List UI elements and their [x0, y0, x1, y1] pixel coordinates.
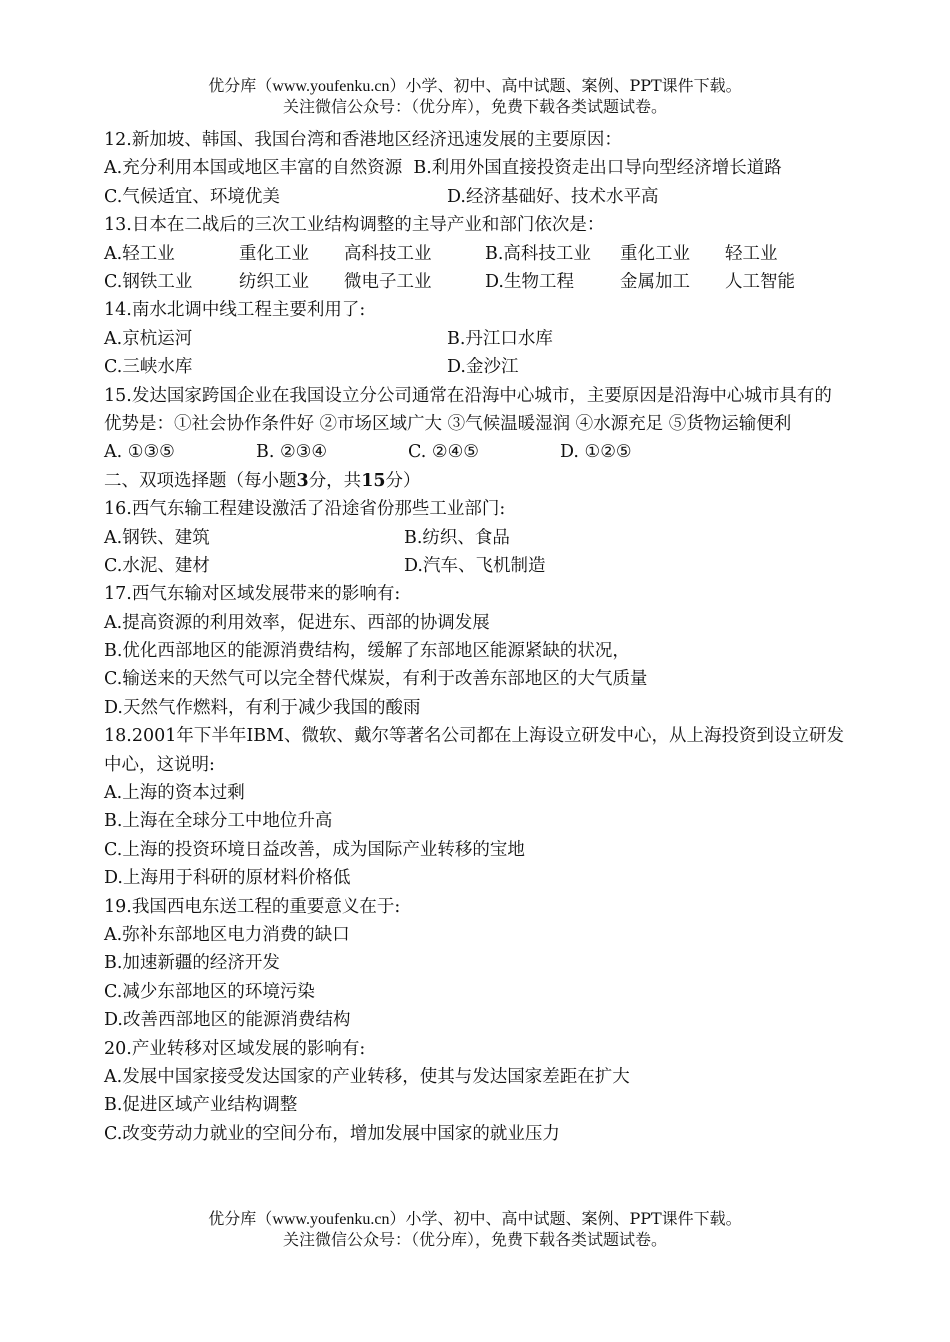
- question-stem: 14.南水北调中线工程主要利用了:: [104, 300, 366, 321]
- option-c-item-2: 纺织工业: [239, 271, 309, 292]
- option-row: [104, 353, 849, 381]
- option-d: D.生物工程: [485, 271, 574, 292]
- header-url: www.youfenku.cn: [272, 78, 390, 95]
- option-a: A.京杭运河: [104, 328, 193, 349]
- option-b: B.丹江口水库: [447, 328, 553, 349]
- question-stem: 20.产业转移对区域发展的影响有:: [104, 1038, 366, 1059]
- option-c-item-3: 微电子工业: [344, 271, 432, 292]
- option-c: C.气候适宜、环境优美: [104, 186, 280, 207]
- option-a: A.发展中国家接受发达国家的产业转移，使其与发达国家差距在扩大: [104, 1066, 630, 1087]
- question-16: [104, 495, 849, 580]
- option-b: B.高科技工业: [485, 243, 591, 264]
- option-row: [104, 325, 849, 353]
- option-d-item-2: 金属加工: [620, 271, 690, 292]
- option-b: B.促进区域产业结构调整: [104, 1095, 298, 1116]
- option-b: B.纺织、食品: [404, 527, 510, 548]
- option-d: D.汽车、飞机制造: [404, 555, 546, 576]
- question-20: [104, 1035, 849, 1149]
- question-stem: 19.我国西电东送工程的重要意义在于:: [104, 896, 401, 917]
- question-stem: 18.2001年下半年IBM、微软、戴尔等著名公司都在上海设立研发中心，从上海投资到设立研发中心，这说明:: [104, 726, 845, 775]
- question-18: [104, 722, 849, 892]
- question-12: [104, 126, 849, 211]
- option-b-item-2: 重化工业: [620, 243, 690, 264]
- page-footer: [0, 1209, 950, 1250]
- question-17: [104, 580, 849, 722]
- option-a: A. ①③⑤: [104, 442, 175, 463]
- option-b: B.利用外国直接投资走出口导向型经济增长道路: [413, 158, 782, 179]
- option-c: C.钢铁工业: [104, 271, 193, 292]
- option-d: D.上海用于科研的原材料价格低: [104, 868, 351, 889]
- option-c: C. ②④⑤: [408, 442, 479, 463]
- page-header: [0, 76, 950, 117]
- option-c: C.水泥、建材: [104, 555, 210, 576]
- question-13: [104, 211, 849, 296]
- option-c: C.减少东部地区的环境污染: [104, 981, 315, 1002]
- question-stem: 13.日本在二战后的三次工业结构调整的主导产业和部门依次是：: [104, 215, 605, 236]
- option-a-item-2: 重化工业: [239, 243, 309, 264]
- header-line-2: 关注微信公众号：（优分库），免费下载各类试题试卷。: [282, 97, 667, 116]
- option-b: B.优化西部地区的能源消费结构，缓解了东部地区能源紧缺的状况，: [104, 641, 630, 662]
- option-a-item-3: 高科技工业: [344, 243, 432, 264]
- option-a: A.轻工业: [104, 243, 175, 264]
- option-b-item-3: 轻工业: [725, 243, 778, 264]
- option-row: [104, 438, 849, 466]
- section-2-heading: 二、双项选择题（每小题3分，共15分）: [104, 470, 421, 491]
- option-d: D.经济基础好、技术水平高: [447, 186, 659, 207]
- option-c: C.上海的投资环境日益改善，成为国际产业转移的宝地: [104, 839, 525, 860]
- footer-line-2: 关注微信公众号：（优分库），免费下载各类试题试卷。: [282, 1230, 667, 1249]
- option-d: D.改善西部地区的能源消费结构: [104, 1010, 351, 1031]
- option-c: C.改变劳动力就业的空间分布，增加发展中国家的就业压力: [104, 1123, 560, 1144]
- question-stem: 12.新加坡、韩国、我国台湾和香港地区经济迅速发展的主要原因：: [104, 130, 622, 150]
- question-15: [104, 382, 849, 467]
- question-stem: 15.发达国家跨国企业在我国设立分公司通常在沿海中心城市，主要原因是沿海中心城市具有的优势是：①社会协作条件好 ②市场区域广大 ③气候温暖湿润 ④水源充足 ⑤货物运输便利: [104, 385, 832, 434]
- header-line-1: 优分库（www.youfenku.cn）小学、初中、高中试题、案例、PPT课件下载。: [208, 76, 742, 95]
- option-c: C.三峡水库: [104, 357, 193, 378]
- option-row: [104, 268, 849, 296]
- option-a: A.充分利用本国或地区丰富的自然资源: [104, 158, 403, 179]
- option-b: B.加速新疆的经济开发: [104, 953, 280, 974]
- question-list: [104, 126, 849, 1148]
- question-19: [104, 893, 849, 1035]
- question-14: [104, 296, 849, 381]
- option-d: D.天然气作燃料，有利于减少我国的酸雨: [104, 697, 421, 718]
- question-12-ab: [104, 154, 849, 182]
- question-stem: 16.西气东输工程建设激活了沿途省份那些工业部门:: [104, 499, 506, 520]
- option-b: B.上海在全球分工中地位升高: [104, 811, 333, 832]
- footer-url: www.youfenku.cn: [272, 1211, 390, 1228]
- option-row: [104, 552, 849, 580]
- question-stem: 17.西气东输对区域发展带来的影响有:: [104, 584, 401, 605]
- option-b: B. ②③④: [256, 442, 328, 463]
- option-row: [104, 240, 849, 268]
- option-a: A.上海的资本过剩: [104, 783, 245, 804]
- option-a: A.提高资源的利用效率，促进东、西部的协调发展: [104, 612, 490, 633]
- option-d: D. ①②⑤: [560, 442, 632, 463]
- option-d: D.金沙江: [447, 357, 519, 378]
- option-c: C.输送来的天然气可以完全替代煤炭，有利于改善东部地区的大气质量: [104, 669, 648, 690]
- footer-line-1: 优分库（www.youfenku.cn）小学、初中、高中试题、案例、PPT课件下载。: [208, 1209, 742, 1228]
- option-a: A.弥补东部地区电力消费的缺口: [104, 925, 350, 946]
- option-row: [104, 524, 849, 552]
- option-row: [104, 183, 849, 211]
- option-a: A.钢铁、建筑: [104, 527, 210, 548]
- option-d-item-3: 人工智能: [725, 271, 795, 292]
